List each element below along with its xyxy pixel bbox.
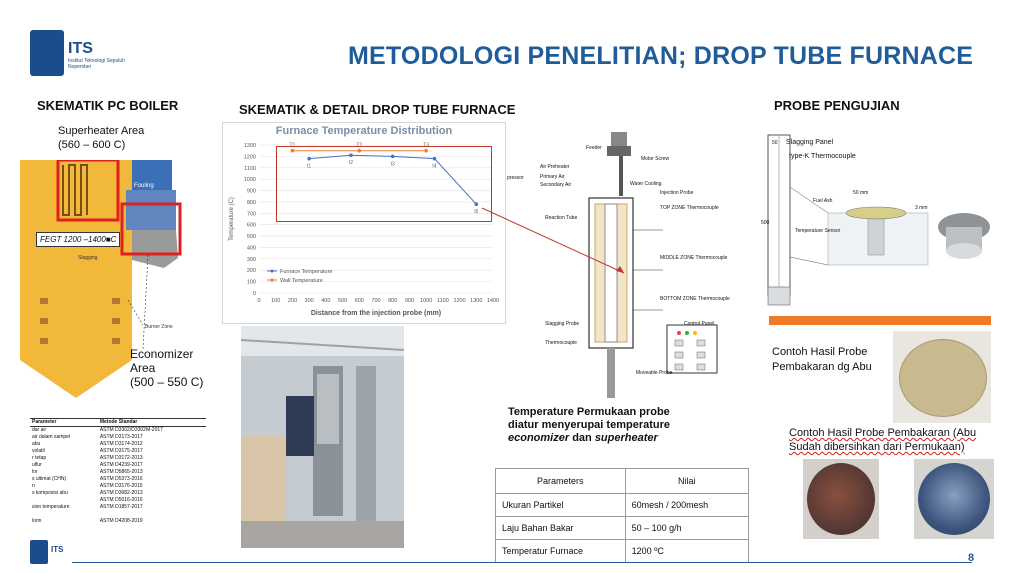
chart-x-tick: 1200 [453,298,466,304]
param-value: 1200 ºC [625,540,748,563]
note-dan: dan [569,432,595,444]
dtf-control-panel: Control Panel [684,321,715,327]
chart-x-tick: 200 [287,298,298,304]
std-parameter: abu [32,441,41,447]
std-parameter [30,511,98,518]
param-name: Laju Bahan Bakar [496,517,626,540]
dtf-bottom-zone: BOTTOM ZONE Thermocouple [660,296,730,302]
chart-y-tick: 100 [246,279,256,286]
note-line-1: Temperature Permukaan probe [508,406,670,418]
chart-highlight-box [276,146,492,222]
dtf-moveable-probe: Moveable Probe [636,370,673,376]
chart-point-label: t5 [474,209,479,216]
std-row [30,483,206,490]
chart-point-label: t4 [432,163,437,170]
contoh1-line2: Pembakaran dg Abu [772,361,872,373]
std-parameter: r tetap [32,455,47,461]
chart-x-tick: 1400 [486,298,500,304]
note-line-3 [508,432,670,445]
chart-y-tick: 600 [246,222,256,229]
temperature-note [508,406,670,445]
dtf-compressor: pressor [507,175,524,181]
table-row [496,494,749,517]
header-parameters: Parameters [496,469,626,494]
chart-point-label: t1 [307,163,312,170]
probe-dim-3mm: 3 mm [915,205,928,211]
dtf-water-cooling: Water Cooling [630,181,662,187]
chart-legend-label: Furnace Temperature [280,269,333,275]
probe-thermocouple: type-K Thermocouple [789,153,856,160]
chart-x-tick: 800 [388,298,398,304]
dtf-primary-air: Primary Air [540,174,565,180]
std-method: ASTM D3176-2015 [99,483,143,489]
std-method [98,511,206,518]
chart-point-label: T1 [289,142,296,149]
chart-point-label: T3 [423,142,430,149]
std-row [30,476,206,483]
std-row [30,441,206,448]
probe-slagging-panel: Slagging Panel [786,139,834,146]
footer-line [72,562,972,563]
std-method: ASTM D3175-2017 [99,448,143,454]
chart-x-label: Distance from the injection probe (mm) [310,310,442,317]
std-row [30,518,206,525]
chart-point-label: t2 [348,160,354,167]
chart-y-tick: 700 [246,211,256,218]
std-method: ASTM D4208-2019 [99,518,143,524]
probe-dim-500: 500 [761,220,770,226]
parameters-table [495,468,749,563]
param-name: Temperatur Furnace [496,540,626,563]
contoh1-line1: Contoh Hasil Probe [772,346,868,358]
footer-logo [30,540,48,564]
header-nilai: Nilai [625,469,748,494]
chart-legend-marker [271,279,274,282]
note-superheater: superheater [594,432,658,444]
dtf-motor-screw: Motor Screw [641,156,670,162]
std-row [30,448,206,455]
std-row [30,511,206,518]
heading-dtf: SKEMATIK & DETAIL DROP TUBE FURNACE [239,102,516,117]
chart-y-tick: 900 [246,188,256,195]
chart-y-tick: 1300 [243,143,256,149]
std-method: ASTM D5865-2013 [99,469,143,475]
furnace-photo [241,326,404,548]
std-parameter: lor [32,469,38,475]
fouling-label: Fouling [134,183,154,189]
contoh2-line2 [789,440,965,454]
footer-logo-text: ITS [51,545,64,554]
table-row [496,517,749,540]
std-parameter: sion temperature [32,504,70,510]
table-header-row [496,469,749,494]
economizer-label-1: Economizer [130,347,194,361]
chart-legend-marker [271,270,274,273]
std-row [30,490,206,497]
std-parameter: dar air [32,427,47,433]
economizer-box [126,190,176,230]
chart-x-tick: 700 [371,298,381,304]
chart-x-tick: 300 [304,298,314,304]
chart-x-tick: 900 [404,298,415,304]
chart-y-tick: 500 [246,234,256,241]
logo-subtitle: Institut Teknologi Sepuluh Nopember [68,58,125,70]
std-method: Metode Standar [98,419,206,427]
note-economizer: economizer [508,432,570,444]
chart-y-tick: 800 [246,199,256,206]
chart-x-tick: 1000 [420,298,433,304]
std-header-row [30,419,206,427]
chart-y-tick: 300 [246,256,256,263]
std-method: ASTM D5016-2016 [99,497,143,503]
dtf-thermocouple: Thermocouple [545,340,577,346]
economizer-label-2: Area [130,361,156,375]
std-row [30,434,206,441]
std-method: ASTM D5373-2016 [99,476,143,482]
dtf-air-preheater: Air Preheater [540,164,570,170]
logo-text: ITS [68,40,93,57]
std-parameter: ulfur [32,462,42,468]
fegt-label: FEGT 1200 –1400■C [36,232,120,247]
its-logo [30,30,64,76]
std-method: ASTM D3172-2013 [99,455,143,461]
probe-result-clean-photo-2 [914,459,994,539]
boiler-duct [132,230,178,268]
std-method: ASTM D3173-2017 [99,434,143,440]
chart-y-tick: 1200 [243,154,256,161]
std-parameter: volatil [32,448,45,454]
std-row [30,427,206,435]
chart-x-tick: 600 [354,298,364,304]
contoh2-line2-text: Sudah dibersihkan dari Permukaan) [789,441,965,453]
dtf-injection-probe: Injection Probe [660,190,694,196]
probe-temp-sensor: Temperature Sensor [795,228,841,234]
std-method: ASTM D3682-2013 [99,490,143,496]
probe-dim-50mm: 50 mm [853,190,869,196]
heading-boiler: SKEMATIK PC BOILER [37,98,179,113]
probe-dim-50: 50 [772,140,778,146]
std-parameter: Parameter [30,419,98,427]
table-row [496,540,749,563]
chart-y-tick: 400 [246,245,256,252]
burner-zone-label: Burner Zone [145,324,173,330]
std-parameter: air dalam sampel [32,434,71,440]
std-parameter: n [32,483,35,489]
std-method: ASTM D4239-2017 [99,462,143,468]
page-title: METODOLOGI PENELITIAN; DROP TUBE FURNACE [348,42,974,70]
chart-title: Furnace Temperature Distribution [275,125,453,137]
superheater-label-1: Superheater Area [58,125,145,137]
probe-result-ash-photo [893,331,991,423]
dtf-feeder: Feeder [586,145,602,151]
std-method: ASTM D1857-2017 [99,504,143,510]
std-row [30,469,206,476]
probe-fuel-ash: Fuel Ash [813,198,833,204]
std-parameter: s komposisi abu [32,490,68,496]
chart-point-label: t3 [390,161,395,168]
dtf-secondary-air: Secondary Air [540,182,572,188]
note-line-2: diatur menyerupai temperature [508,419,670,431]
std-row [30,497,206,504]
dtf-slagging-probe: Slagging Probe [545,321,580,327]
boiler-schematic [18,160,198,400]
chart-point-label: T2 [356,142,363,149]
chart-y-label: Temperature (C) [229,197,235,241]
param-name: Ukuran Partikel [496,494,626,517]
probe-result-clean-photo-1 [803,459,879,539]
dtf-top-zone: TOP ZONE Thermocouple [660,205,719,211]
slagging-label: Slagging [78,255,98,261]
chart-y-tick: 1100 [244,165,256,172]
param-value: 60mesh / 200mesh [625,494,748,517]
std-row [30,504,206,511]
std-parameter [30,497,98,504]
chart-x-tick: 100 [271,298,281,304]
contoh2-line1-text: Contoh Hasil Probe Pembakaran (Abu [789,427,977,439]
std-row [30,462,206,469]
chart-y-tick: 1000 [243,177,256,184]
chart-x-tick: 400 [321,298,331,304]
contoh2-line1 [789,426,976,440]
superheater-label-2: (560 – 600 C) [58,139,126,151]
standards-table [30,418,206,525]
connector-arrow [480,205,630,280]
chart-legend-label: Wall Temperature [280,278,323,284]
economizer-label-3: (500 – 550 C) [130,375,204,389]
chart-x-tick: 500 [337,298,348,304]
std-parameter: s ultimat (CHN) [32,476,67,482]
heading-probe: PROBE PENGUJIAN [774,98,900,113]
std-method: ASTM D3302/D3302M-2017 [99,427,163,433]
chart-y-tick: 0 [252,291,256,297]
chart-x-tick: 0 [257,298,261,304]
chart-x-tick: 1100 [436,298,449,304]
page-number: 8 [968,552,975,564]
std-row [30,455,206,462]
slagging-panel-bar [769,316,991,325]
param-value: 50 – 100 g/h [625,517,748,540]
std-method: ASTM D3174-2012 [99,441,143,447]
dtf-middle-zone: MIDDLE ZONE Thermocouple [660,255,728,261]
chart-x-tick: 1300 [470,298,483,304]
std-parameter: lorin [32,518,42,524]
dtf-reaction-tube: Reaction Tube [545,215,578,221]
chart-y-tick: 200 [246,268,256,275]
